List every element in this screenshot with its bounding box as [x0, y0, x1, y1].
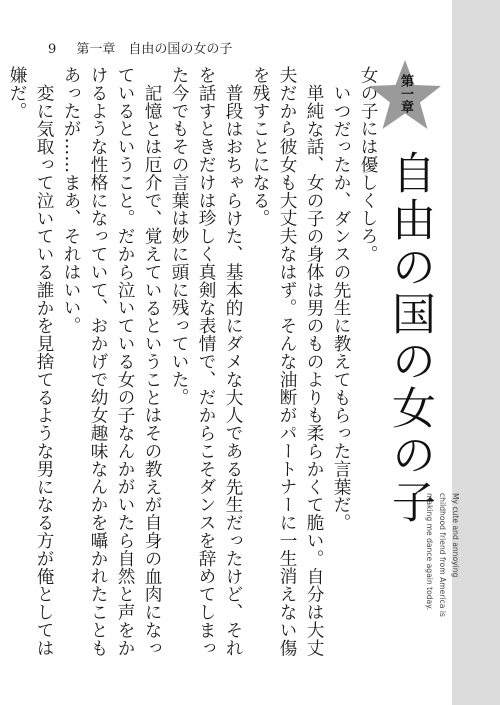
chapter-badge [367, 58, 443, 134]
english-subtitle [407, 493, 462, 665]
running-header [48, 38, 232, 57]
running-header-chapter: 第一章 自由の国の女の子 [76, 42, 233, 57]
body-paragraph: いつだったか、ダンスの先生に教えてもらった言葉だ。 [331, 83, 351, 532]
english-subtitle-line: My cute and annoying [451, 493, 460, 578]
english-subtitle-line: making me dance again today. [425, 493, 434, 611]
body-paragraph: 記憶とは厄介で、覚えているということはその教えが自身の血肉になっているということ。だから泣いている女の子なんかがいたら自然と声をかけるような性格になっていて、おかげで幼女趣味なんかを囁かれたこともあったが……まあ、それはいい。 [61, 66, 162, 657]
chapter-badge-label: 第一章 [398, 74, 413, 113]
chapter-title: 自由の国の女の子 [384, 150, 435, 526]
english-subtitle-line: childhood friend from America is [438, 493, 447, 617]
body-paragraph: 変に気取って泣いている誰かを見捨てるような男になる方が俺としては嫌だ。 [7, 66, 54, 657]
body-paragraph: 女の子には優しくしろ。 [358, 66, 378, 263]
body-paragraph: 普段はおちゃらけた、基本的にダメな大人である先生だったけど、それを話すときだけは珍しく真剣な表情で、だからこそダンスを辞めてしまった今でもその言葉は妙に頭に残っていた。 [169, 66, 243, 657]
body-text [7, 66, 381, 662]
page-number: 9 [48, 42, 57, 57]
body-paragraph [0, 66, 3, 662]
body-paragraph: 単純な話、女の子の身体は男のものよりも柔らかくて脆い。自分は大丈夫だから彼女も大丈夫なはず。そんな油断がパートナーに一生消えない傷を残すことになる。 [250, 66, 324, 657]
